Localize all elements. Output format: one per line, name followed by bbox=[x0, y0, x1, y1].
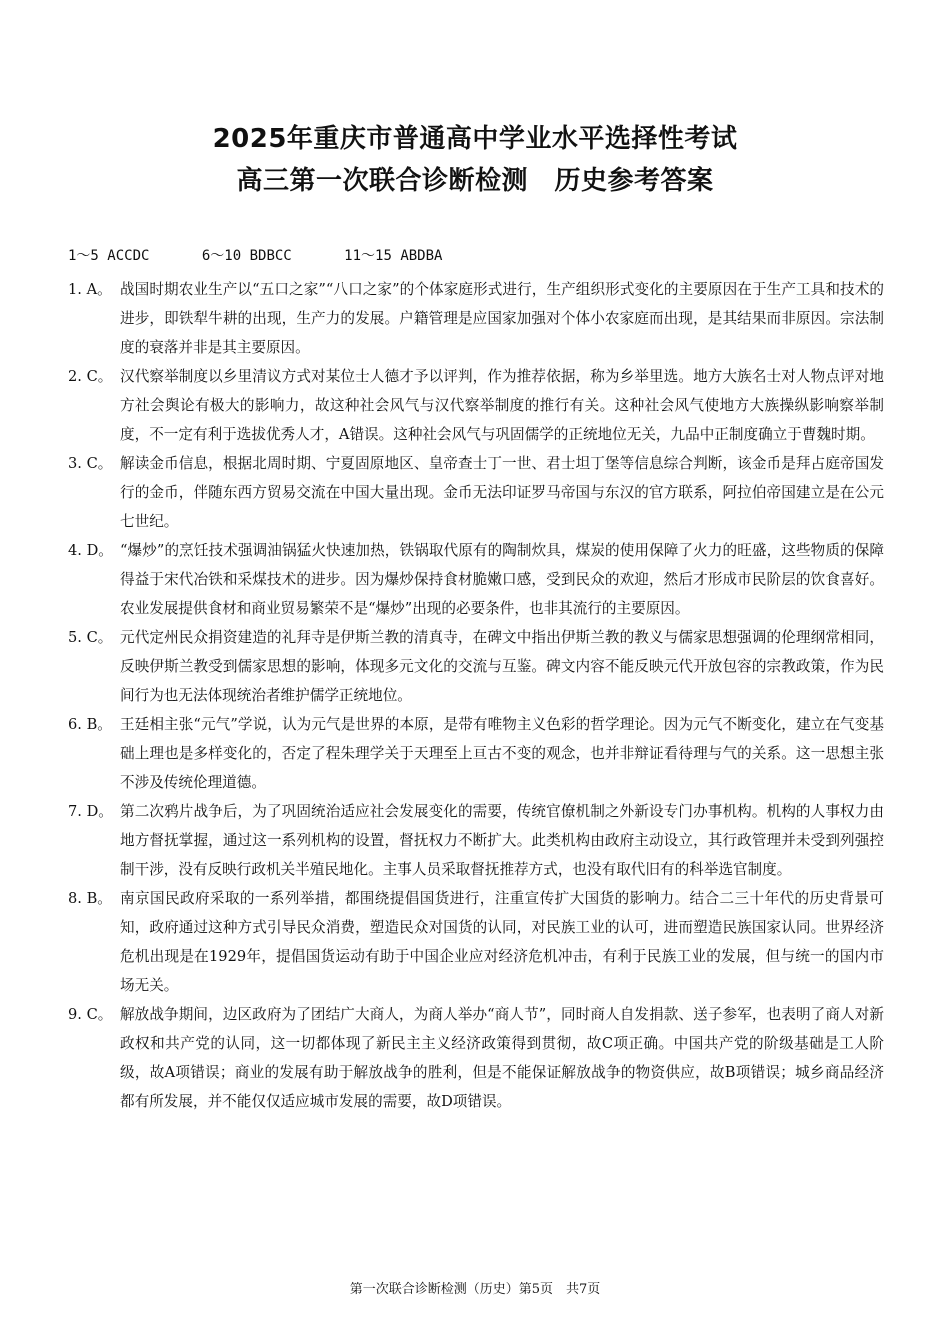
page-title-line2: 高三第一次联合诊断检测 历史参考答案 bbox=[236, 166, 714, 196]
explanation-item bbox=[68, 275, 884, 362]
item-number: 7. D。 bbox=[68, 803, 113, 820]
page-title-line1: 2025年重庆市普通高中学业水平选择性考试 bbox=[212, 124, 738, 154]
item-text: 解放战争期间，边区政府为了团结广大商人，为商人举办“商人节”，同时商人自发捐款、送子参军，也表明了商人对新政权和共产党的认同，这一切都体现了新民主主义经济政策得到贯彻，故C项正确。中国共产党的阶级基础是工人阶级，故A项错误；商业的发展有助于解放战争的胜利，但是不能保证解放战争的物资供应，故B项错误；城乡商品经济都有所发展，并不能仅仅适应城市发展的需要，故D项错误。 bbox=[120, 1006, 884, 1110]
answer-key bbox=[68, 245, 486, 265]
item-number: 2. C。 bbox=[68, 368, 113, 385]
item-text: 元代定州民众捐资建造的礼拜寺是伊斯兰教的清真寺，在碑文中指出伊斯兰教的教义与儒家思想强调的伦理纲常相同，反映伊斯兰教受到儒家思想的影响，体现多元文化的交流与互鉴。碑文内容不能反映元代开放包容的宗教政策，作为民间行为也无法体现统治者维护儒学正统地位。 bbox=[120, 629, 884, 704]
item-text: 汉代察举制度以乡里清议方式对某位士人德才予以评判，作为推荐依据，称为乡举里选。地方大族名士对人物点评对地方社会舆论有极大的影响力，故这种社会风气与汉代察举制度的推行有关。这种社会风气使地方大族操纵影响察举制度，不一定有利于选拔优秀人才，A错误。这种社会风气与巩固儒学的正统地位无关，九品中正制度确立于曹魏时期。 bbox=[120, 368, 884, 443]
item-number: 3. C。 bbox=[68, 455, 113, 472]
page-footer: 第一次联合诊断检测（历史）第5页 共7页 bbox=[349, 1282, 601, 1297]
item-text: “爆炒”的烹饪技术强调油锅猛火快速加热，铁锅取代原有的陶制炊具，煤炭的使用保障了火力的旺盛，这些物质的保障得益于宋代冶铁和采煤技术的进步。因为爆炒保持食材脆嫩口感，受到民众的欢迎，然后才形成市民阶层的饮食喜好。农业发展提供食材和商业贸易繁荣不是“爆炒”出现的必要条件，也非其流行的主要原因。 bbox=[120, 542, 884, 617]
item-number: 4. D。 bbox=[68, 542, 113, 559]
item-text: 王廷相主张“元气”学说，认为元气是世界的本原，是带有唯物主义色彩的哲学理论。因为元气不断变化，建立在气变基础上理也是多样变化的，否定了程朱理学关于天理至上亘古不变的观念，也并非辩证看待理与气的关系。这一思想主张不涉及传统伦理道德。 bbox=[120, 716, 884, 791]
item-number: 6. B。 bbox=[68, 716, 112, 733]
answer-key-group: 1～5 ACCDC bbox=[68, 248, 150, 264]
item-text: 第二次鸦片战争后，为了巩固统治适应社会发展变化的需要，传统官僚机制之外新设专门办事机构。机构的人事权力由地方督抚掌握，通过这一系列机构的设置，督抚权力不断扩大。此类机构由政府主动设立，其行政管理并未受到列强控制干涉，没有反映行政机关半殖民地化。主事人员采取督抚推荐方式，也没有取代旧有的科举选官制度。 bbox=[120, 803, 884, 878]
item-number: 9. C。 bbox=[68, 1006, 113, 1023]
explanation-item bbox=[68, 1000, 884, 1116]
explanation-item bbox=[68, 710, 884, 797]
item-text: 南京国民政府采取的一系列举措，都围绕提倡国货进行，注重宣传扩大国货的影响力。结合二三十年代的历史背景可知，政府通过这种方式引导民众消费，塑造民众对国货的认同，对民族工业的认可，进而塑造民族国家认同。世界经济危机出现是在1929年，提倡国货运动有助于中国企业应对经济危机冲击，有利于民族工业的发展，但与统一的国内市场无关。 bbox=[120, 890, 884, 994]
explanation-item bbox=[68, 797, 884, 884]
item-text: 解读金币信息，根据北周时期、宁夏固原地区、皇帝查士丁一世、君士坦丁堡等信息综合判断，该金币是拜占庭帝国发行的金币，伴随东西方贸易交流在中国大量出现。金币无法印证罗马帝国与东汉的官方联系，阿拉伯帝国建立是在公元七世纪。 bbox=[120, 455, 884, 530]
explanation-item bbox=[68, 536, 884, 623]
answer-explanations bbox=[68, 275, 884, 1116]
answer-key-group: 6～10 BDBCC bbox=[201, 248, 292, 264]
item-number: 1. A。 bbox=[68, 281, 112, 298]
item-number: 8. B。 bbox=[68, 890, 112, 907]
explanation-item bbox=[68, 362, 884, 449]
explanation-item bbox=[68, 623, 884, 710]
item-text: 战国时期农业生产以“五口之家”“八口之家”的个体家庭形式进行，生产组织形式变化的主要原因在于生产工具和技术的进步，即铁犁牛耕的出现，生产力的发展。户籍管理是应国家加强对个体小农家庭而出现，是其结果而非原因。宗法制度的衰落并非是其主要原因。 bbox=[120, 281, 884, 356]
explanation-item bbox=[68, 884, 884, 1000]
item-number: 5. C。 bbox=[68, 629, 113, 646]
answer-key-group: 11～15 ABDBA bbox=[344, 248, 443, 264]
explanation-item bbox=[68, 449, 884, 536]
